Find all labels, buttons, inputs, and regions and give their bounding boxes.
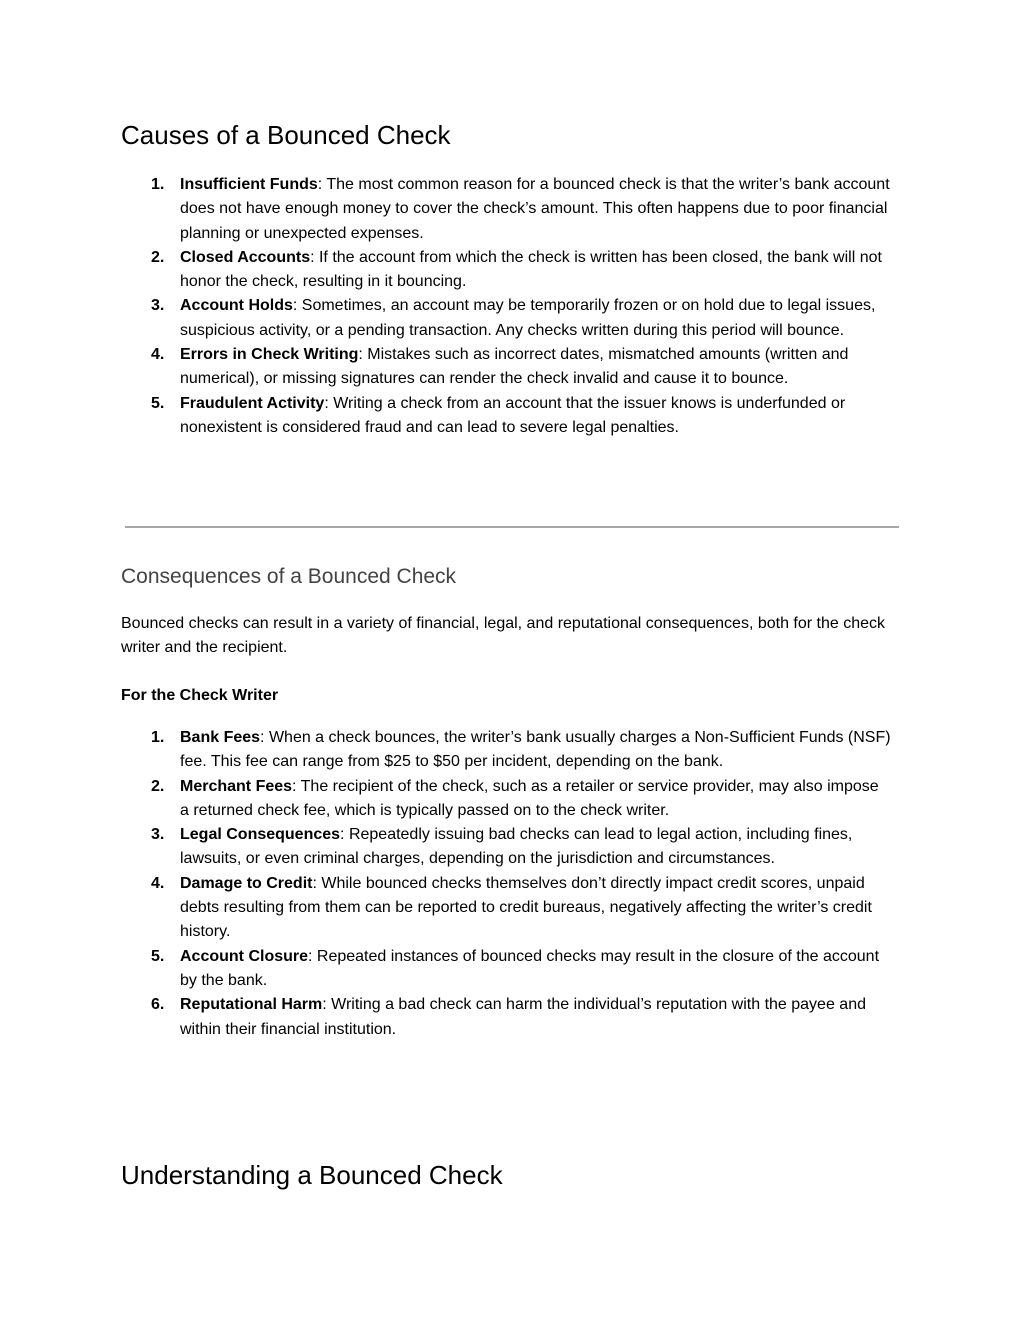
list-item-text: : The recipient of the check, such as a retailer or service provider, may also impose a returned check fee, which is typically passed on to the check writer. — [180, 777, 879, 819]
list-item-term: Damage to Credit — [180, 874, 313, 892]
list-item-number: 3. — [151, 297, 165, 315]
list-item — [121, 343, 891, 392]
list-item — [121, 993, 891, 1042]
list-item-text: : Writing a bad check can harm the individual’s reputation with the payee and within their financial institution. — [180, 996, 866, 1038]
list-item — [121, 872, 891, 945]
list-item-number: 6. — [151, 996, 165, 1014]
list-item-text: : Repeatedly issuing bad checks can lead to legal action, including fines, lawsuits, or even criminal charges, depending on the jurisdiction and circumstances. — [180, 826, 853, 868]
list-item-number: 2. — [151, 248, 165, 266]
list-item-number: 4. — [151, 874, 165, 892]
list-item-text: : Sometimes, an account may be temporarily frozen or on hold due to legal issues, suspicious activity, or a pending transaction. Any checks written during this period will bounce. — [180, 297, 876, 339]
list-item-text: : When a check bounces, the writer’s bank usually charges a Non-Sufficient Funds (NSF) fee. This fee can range from $25 to $50 per incident, depending on the bank. — [180, 729, 891, 771]
list-item-number: 5. — [151, 947, 165, 965]
list-item — [121, 246, 891, 295]
list-item-number: 2. — [151, 777, 165, 795]
causes-heading: Causes of a Bounced Check — [121, 120, 451, 150]
list-item-term: Merchant Fees — [180, 777, 293, 795]
list-item — [121, 726, 891, 775]
list-item-term: Insufficient Funds — [180, 176, 318, 193]
list-item — [121, 392, 891, 441]
list-item-term: Legal Consequences — [180, 826, 341, 844]
list-item-term: Fraudulent Activity — [180, 394, 325, 412]
list-item-number: 1. — [151, 729, 165, 746]
list-item-number: 5. — [151, 394, 165, 412]
consequences-intro: Bounced checks can result in a variety of financial, legal, and reputational consequences, both for the check writer and the recipient. — [121, 615, 886, 657]
list-item-text: : Mistakes such as incorrect dates, mismatched amounts (written and numerical), or missing signatures can render the check invalid and cause it to bounce. — [180, 346, 849, 388]
list-item-term: Closed Accounts — [180, 248, 311, 266]
list-item-text: : The most common reason for a bounced check is that the writer’s bank account does not have enough money to cover the check’s amount. This often happens due to poor financial planning or unexpected expenses. — [180, 176, 890, 242]
list-item-text: : While bounced checks themselves don’t directly impact credit scores, unpaid debts resulting from them can be reported to credit bureaus, negatively affecting the writer’s credit history. — [180, 874, 872, 941]
list-item-term: Errors in Check Writing — [180, 346, 359, 364]
understanding-heading: Understanding a Bounced Check — [121, 1160, 503, 1190]
list-item-number: 1. — [151, 176, 165, 193]
list-item-term: Account Closure — [180, 947, 309, 965]
list-item-number: 3. — [151, 826, 165, 844]
list-item — [121, 823, 891, 872]
consequences-list — [121, 726, 891, 1042]
list-item-term: Account Holds — [180, 297, 293, 315]
list-item-term: Bank Fees — [180, 729, 261, 746]
list-item-term: Reputational Harm — [180, 996, 323, 1014]
list-item — [121, 173, 891, 246]
list-item-number: 4. — [151, 346, 165, 364]
list-item-text: : Writing a check from an account that the issuer knows is underfunded or nonexistent is considered fraud and can lead to severe legal penalties. — [180, 394, 846, 436]
horizontal-divider — [125, 526, 899, 528]
list-item — [121, 294, 891, 343]
causes-list — [121, 173, 891, 440]
list-item — [121, 945, 891, 994]
consequences-heading: Consequences of a Bounced Check — [121, 565, 457, 588]
check-writer-subheading: For the Check Writer — [121, 687, 279, 704]
list-item — [121, 775, 891, 824]
list-item-text: : Repeated instances of bounced checks may result in the closure of the account by the bank. — [180, 947, 880, 989]
list-item-text: : If the account from which the check is written has been closed, the bank will not honor the check, resulting in it bouncing. — [180, 248, 882, 291]
